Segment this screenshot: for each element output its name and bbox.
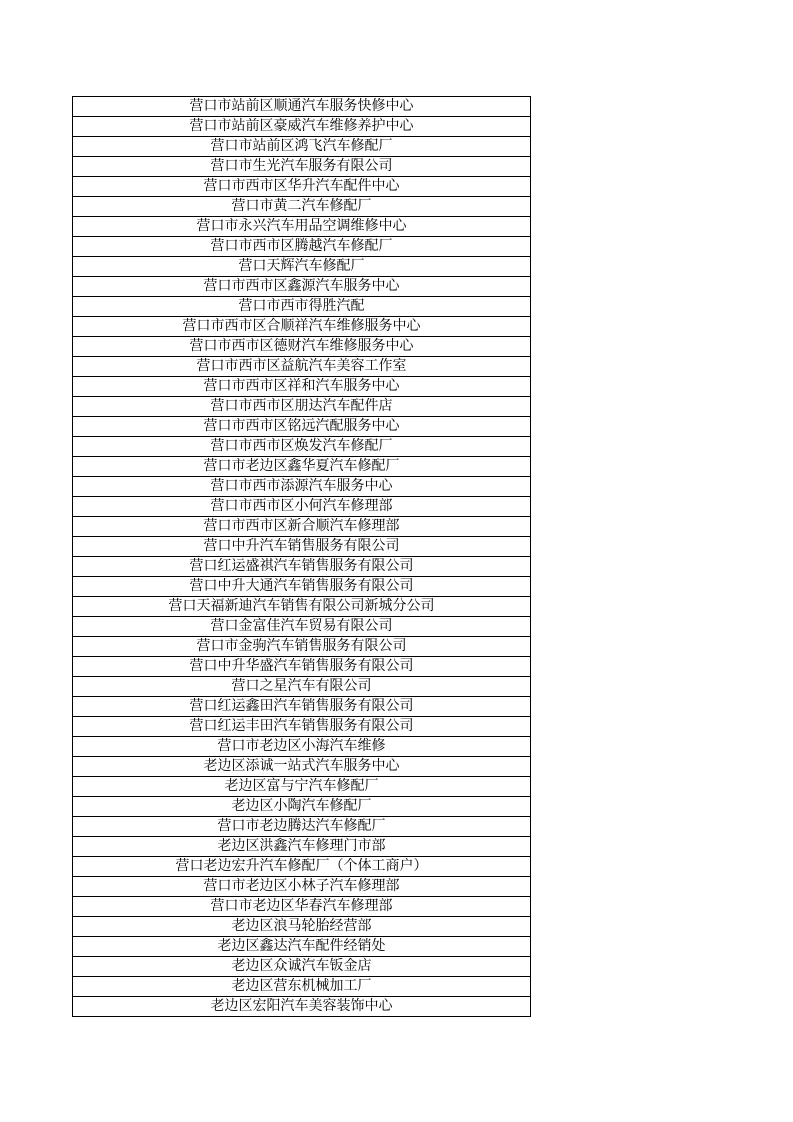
company-name-cell: 营口中升华盛汽车销售服务有限公司 — [73, 657, 531, 677]
table-row — [73, 777, 531, 797]
table-row — [73, 477, 531, 497]
company-name-cell: 营口市西市区铭远汽配服务中心 — [73, 417, 531, 437]
company-name-cell: 营口老边宏升汽车修配厂（个体工商户） — [73, 857, 531, 877]
table-row — [73, 157, 531, 177]
table-row — [73, 537, 531, 557]
company-name-cell: 营口市西市添源汽车服务中心 — [73, 477, 531, 497]
company-name-cell: 老边区宏阳汽车美容装饰中心 — [73, 997, 531, 1017]
table-row — [73, 577, 531, 597]
table-row — [73, 697, 531, 717]
company-name-cell: 营口红运丰田汽车销售服务有限公司 — [73, 717, 531, 737]
company-name-cell: 营口市金驹汽车销售服务有限公司 — [73, 637, 531, 657]
company-name-cell: 营口之星汽车有限公司 — [73, 677, 531, 697]
table-row — [73, 357, 531, 377]
table-row — [73, 597, 531, 617]
table-row — [73, 877, 531, 897]
table-row — [73, 217, 531, 237]
table-row — [73, 677, 531, 697]
table-row — [73, 977, 531, 997]
table-row — [73, 717, 531, 737]
table-row — [73, 797, 531, 817]
company-name-cell: 营口中升汽车销售服务有限公司 — [73, 537, 531, 557]
table-row — [73, 557, 531, 577]
company-name-cell: 营口市站前区豪威汽车维修养护中心 — [73, 117, 531, 137]
company-name-cell: 营口市西市区德财汽车维修服务中心 — [73, 337, 531, 357]
company-name-cell: 营口市站前区鸿飞汽车修配厂 — [73, 137, 531, 157]
company-name-cell: 营口市西市区新合顺汽车修理部 — [73, 517, 531, 537]
company-name-cell: 营口市老边区鑫华夏汽车修配厂 — [73, 457, 531, 477]
table-row — [73, 437, 531, 457]
table-row — [73, 997, 531, 1017]
company-name-cell: 营口市西市得胜汽配 — [73, 297, 531, 317]
company-name-cell: 营口天福新迪汽车销售有限公司新城分公司 — [73, 597, 531, 617]
company-name-cell: 老边区富与宁汽车修配厂 — [73, 777, 531, 797]
table-body — [73, 97, 531, 1017]
company-name-cell: 营口市西市区焕发汽车修配厂 — [73, 437, 531, 457]
table-row — [73, 317, 531, 337]
company-name-cell: 老边区鑫达汽车配件经销处 — [73, 937, 531, 957]
table-row — [73, 897, 531, 917]
company-name-cell: 老边区小陶汽车修配厂 — [73, 797, 531, 817]
table-row — [73, 397, 531, 417]
company-name-cell: 老边区洪鑫汽车修理门市部 — [73, 837, 531, 857]
table-row — [73, 517, 531, 537]
company-name-cell: 老边区浪马轮胎经营部 — [73, 917, 531, 937]
company-name-cell: 营口市西市区合顺祥汽车维修服务中心 — [73, 317, 531, 337]
company-name-cell: 营口市西市区华升汽车配件中心 — [73, 177, 531, 197]
table-row — [73, 417, 531, 437]
table-row — [73, 737, 531, 757]
company-name-cell: 营口市西市区腾越汽车修配厂 — [73, 237, 531, 257]
company-name-cell: 营口天辉汽车修配厂 — [73, 257, 531, 277]
table-row — [73, 337, 531, 357]
table-row — [73, 117, 531, 137]
table-row — [73, 237, 531, 257]
company-name-cell: 营口市站前区顺通汽车服务快修中心 — [73, 97, 531, 117]
table-row — [73, 937, 531, 957]
table-row — [73, 857, 531, 877]
table-row — [73, 137, 531, 157]
company-name-cell: 营口市老边区华春汽车修理部 — [73, 897, 531, 917]
company-name-cell: 营口市老边区小海汽车维修 — [73, 737, 531, 757]
table-row — [73, 757, 531, 777]
company-name-cell: 营口金富佳汽车贸易有限公司 — [73, 617, 531, 637]
table-row — [73, 837, 531, 857]
company-name-cell: 营口市西市区小何汽车修理部 — [73, 497, 531, 517]
table-row — [73, 817, 531, 837]
table-row — [73, 277, 531, 297]
table-row — [73, 97, 531, 117]
company-name-cell: 营口市西市区鑫源汽车服务中心 — [73, 277, 531, 297]
company-name-cell: 老边区添诚一站式汽车服务中心 — [73, 757, 531, 777]
company-name-cell: 营口市老边腾达汽车修配厂 — [73, 817, 531, 837]
company-name-cell: 营口市永兴汽车用品空调维修中心 — [73, 217, 531, 237]
company-name-cell: 营口市西市区祥和汽车服务中心 — [73, 377, 531, 397]
table-row — [73, 177, 531, 197]
table-row — [73, 297, 531, 317]
company-name-cell: 营口市西市区益航汽车美容工作室 — [73, 357, 531, 377]
company-name-cell: 营口市生光汽车服务有限公司 — [73, 157, 531, 177]
table-row — [73, 457, 531, 477]
company-name-cell: 营口市黄二汽车修配厂 — [73, 197, 531, 217]
company-name-cell: 营口市老边区小林子汽车修理部 — [73, 877, 531, 897]
table-row — [73, 657, 531, 677]
company-name-cell: 老边区营东机械加工厂 — [73, 977, 531, 997]
table-row — [73, 377, 531, 397]
company-name-cell: 营口红运鑫田汽车销售服务有限公司 — [73, 697, 531, 717]
company-name-cell: 老边区众诚汽车钣金店 — [73, 957, 531, 977]
company-list-table — [72, 96, 531, 1017]
company-name-cell: 营口市西市区朋达汽车配件店 — [73, 397, 531, 417]
table-row — [73, 197, 531, 217]
table-row — [73, 497, 531, 517]
table-row — [73, 957, 531, 977]
company-name-cell: 营口中升大通汽车销售服务有限公司 — [73, 577, 531, 597]
table-row — [73, 257, 531, 277]
company-name-cell: 营口红运盛祺汽车销售服务有限公司 — [73, 557, 531, 577]
table-row — [73, 637, 531, 657]
table-row — [73, 617, 531, 637]
table-row — [73, 917, 531, 937]
